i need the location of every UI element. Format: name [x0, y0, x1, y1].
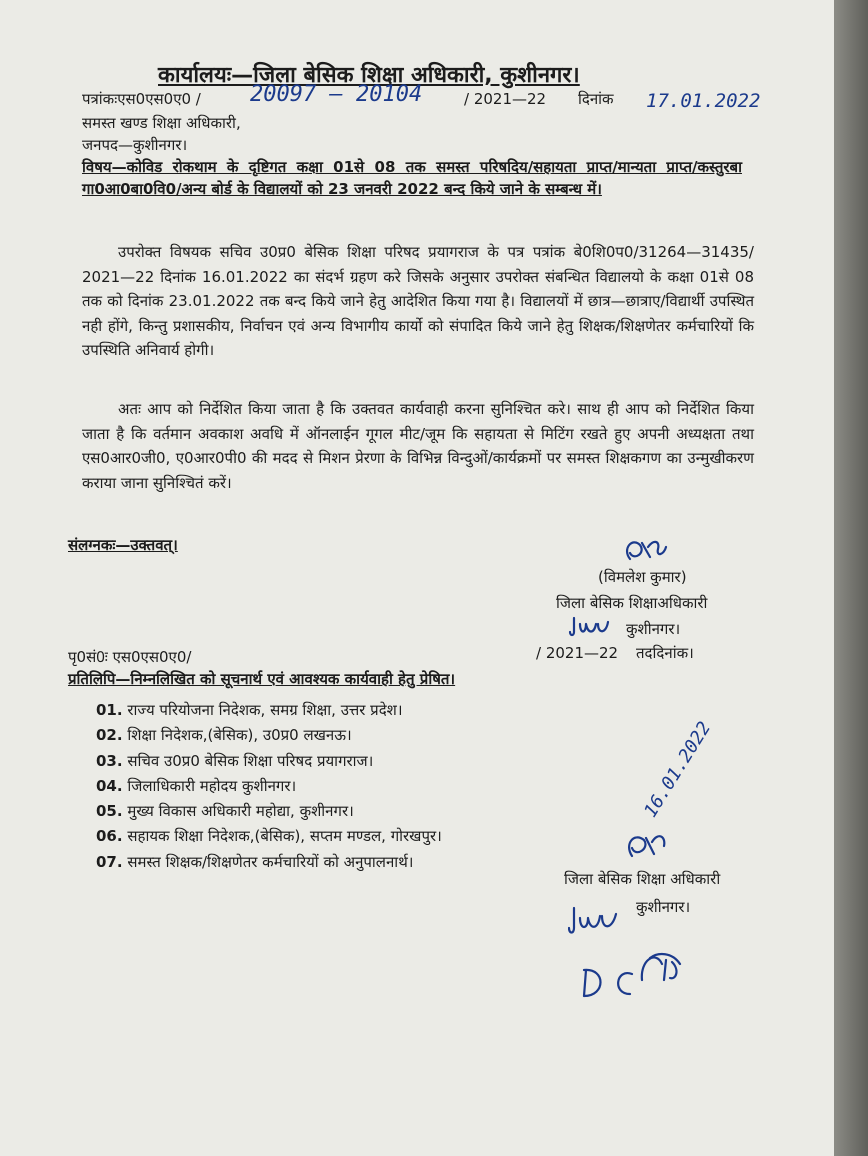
cc-item-text: जिलाधिकारी महोदय कुशीनगर।	[127, 776, 297, 795]
cc-list-item	[96, 799, 442, 824]
office-title: कार्यालयः—जिला बेसिक शिक्षा अधिकारी, कुशीनगर।	[158, 63, 580, 88]
recipient-line-2: जनपद—कुशीनगर।	[82, 136, 188, 154]
handwritten-date-2: 16.01.2022	[640, 718, 716, 822]
cc-item-number: 02.	[96, 726, 123, 745]
subject-line: विषय—कोविड रोकथाम के दृष्टिगत कक्षा 01से 08 तक समस्त परिषदिय/सहायता प्राप्त/मान्यता प्राप्त/कस्तुरबा गा0आ0बा0वि0/अन्य बोर्ड के विद्यालयों को 23 जनवरी 2022 बन्द किये जाने के सम्बन्ध में।	[82, 158, 742, 198]
body-paragraph-2: अतः आप को निर्देशित किया जाता है कि उक्तवत कार्यवाही करना सुनिश्चित करे। साथ ही आप को निर्देशित किया जाता है कि वर्तमान अवकाश अवधि में ऑनलाईन गूगल मीट/जूम कि सहायता से मिटिंग रखते हुए अपनी अध्यक्षता तथा एस0आर0जी0, ए0आर0पी0 की मदद से मिशन प्रेरणा के विभिन्न विन्दुओं/कार्यक्रमों पर समस्त शिक्षकगण का उन्मुखीकरण कराया जाना सुनिश्चितं करें।	[82, 400, 754, 492]
recipient-line-1: समस्त खण्ड शिक्षा अधिकारी,	[82, 114, 241, 132]
handwritten-date: 17.01.2022	[646, 90, 761, 112]
copy-reference-date: तददिनांक।	[636, 644, 694, 662]
signatory-name: (विमलेश कुमार)	[598, 568, 687, 586]
cc-item-number: 05.	[96, 802, 123, 821]
cc-list-item	[96, 749, 442, 774]
cc-item-number: 03.	[96, 751, 123, 770]
cc-item-text: शिक्षा निदेशक,(बेसिक), उ0प्र0 लखनऊ।	[127, 726, 352, 745]
cc-item-number: 04.	[96, 776, 123, 795]
enclosure-note: संलग्नकः—उक्तवत्।	[68, 536, 178, 554]
cc-list	[96, 698, 442, 875]
signature-scribble-1	[568, 614, 620, 640]
signature-scribble-2	[568, 902, 624, 938]
cc-list-item	[96, 723, 442, 748]
signature-initials-1	[620, 535, 670, 567]
cc-item-text: राज्य परियोजना निदेशक, समग्र शिक्षा, उत्तर प्रदेश।	[127, 701, 403, 719]
cc-heading: प्रतिलिपि—निम्नलिखित को सूचनार्थ एवं आवश्यक कार्यवाही हेतु प्रेषित।	[68, 670, 456, 688]
page-edge-shadow	[834, 0, 868, 1156]
cc-list-item	[96, 698, 442, 723]
signature-initials-2	[622, 826, 672, 866]
cc-item-text: सचिव उ0प्र0 बेसिक शिक्षा परिषद प्रयागराज।	[127, 751, 374, 770]
date-label: दिनांक	[578, 90, 614, 108]
cc-item-number: 01.	[96, 701, 123, 719]
cc-item-text: मुख्य विकास अधिकारी महोद्या, कुशीनगर।	[127, 802, 354, 821]
signatory-designation: जिला बेसिक शिक्षाअधिकारी	[556, 594, 708, 612]
cc-item-text: सहायक शिक्षा निदेशक,(बेसिक), सप्तम मण्डल, गोरखपुर।	[127, 827, 442, 846]
signatory-place: कुशीनगर।	[626, 620, 681, 638]
copy-reference-label: पृ0सं0ः एस0एस0ए0/	[68, 648, 192, 666]
handwritten-reference-number: 20097 — 20104	[250, 82, 423, 107]
cc-list-item	[96, 824, 442, 849]
body-paragraph-1: उपरोक्त विषयक सचिव उ0प्र0 बेसिक शिक्षा परिषद प्रयागराज के पत्र पत्रांक बे0शि0प0/31264—31435/ 2021—22 दिनांक 16.01.2022 का संदर्भ ग्रहण करे जिसके अनुसार उपरोक्त संबन्धित विद्यालयो के कक्षा 01से 08 तक को दिनांक 23.01.2022 तक बन्द किये जाने हेतु आदेशित किया गया है। विद्यालयों में छात्र—छात्राए/विद्यार्थी उपस्थित नही होंगे, किन्तु प्रशासकीय, निर्वाचन एवं अन्य विभागीय कार्यो को संपादित किये जाने हेतु शिक्षक/शिक्षणेतर कर्मचारियों कि उपस्थिति अनिवार्य होगी।	[82, 243, 754, 359]
reference-year: / 2021—22	[464, 90, 547, 108]
reference-label: पत्रांकःएस0एस0ए0 /	[82, 90, 201, 108]
signatory-2-place: कुशीनगर।	[636, 898, 691, 916]
cc-list-item	[96, 850, 442, 875]
dc-handwritten-mark	[576, 940, 696, 1002]
copy-reference-year: / 2021—22	[536, 644, 619, 662]
signatory-2-designation: जिला बेसिक शिक्षा अधिकारी	[564, 870, 721, 888]
cc-item-text: समस्त शिक्षक/शिक्षणेतर कर्मचारियों को अनुपालनार्थ।	[127, 852, 414, 871]
cc-item-number: 07.	[96, 852, 123, 871]
cc-list-item	[96, 774, 442, 799]
cc-item-number: 06.	[96, 827, 123, 846]
